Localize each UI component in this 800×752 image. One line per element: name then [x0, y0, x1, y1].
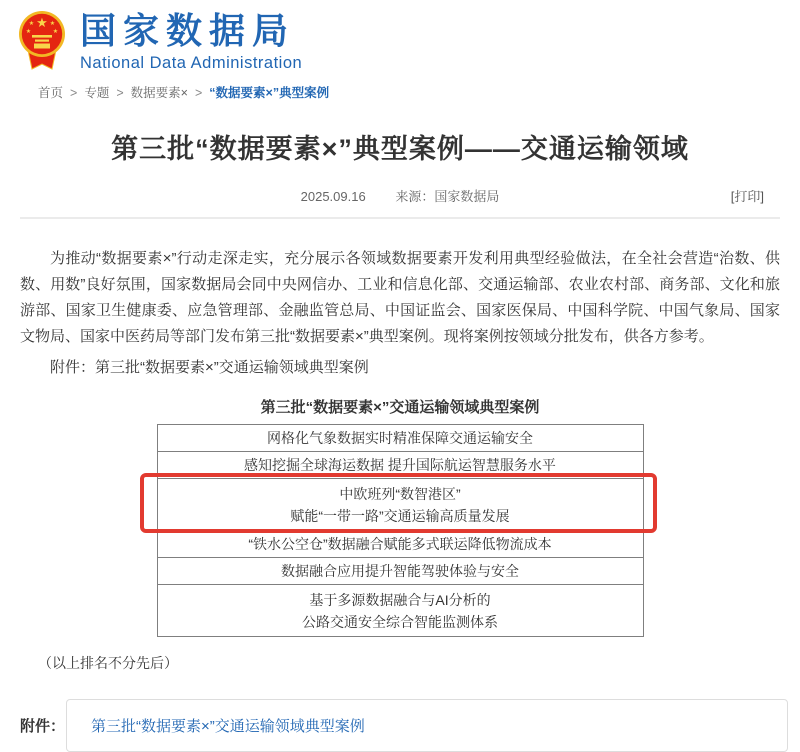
case-table-row: [157, 452, 643, 479]
site-title: 国家数据局: [80, 10, 296, 51]
attachment-box: [66, 699, 788, 752]
case-title-line: 中欧班列“数智港区”: [339, 485, 461, 502]
case-title-line: “铁水公空仓”数据融合赋能多式联运降低物流成本: [248, 536, 552, 552]
source-label: 来源：国家数据局: [395, 189, 500, 204]
page-title: 第三批“数据要素×”典型案例——交通运输领域: [111, 134, 689, 164]
svg-text:★: ★: [28, 21, 35, 27]
brand-block: [80, 8, 302, 73]
case-table-wrap: [157, 424, 644, 637]
case-title-line: 网格化气象数据实时精准保障交通运输安全: [267, 430, 533, 446]
breadcrumb-link[interactable]: 专题: [84, 86, 110, 100]
article-meta: [0, 186, 800, 204]
case-title-line: 数据融合应用提升智能驾驶体验与安全: [281, 563, 519, 579]
print-button[interactable]: [打印]: [730, 189, 764, 204]
svg-text:★: ★: [36, 15, 48, 30]
breadcrumb-separator: >: [116, 86, 124, 100]
svg-text:★: ★: [49, 21, 56, 27]
case-table-row: [157, 479, 643, 531]
case-table-cell: [157, 479, 643, 531]
article-paragraph: 为推动“数据要素×”行动走深走实，充分展示各领域数据要素开发利用典型经验做法，在全社会营造“治数、供数、用数”良好氛围，国家数据局会同中央网信办、工业和信息化部、交通运输部、农业农村部、商务部、文化和旅游部、国家卫生健康委、应急管理部、金融监管总局、中国证监会、国家医保局、中国科学院、中国气象局、国家文物局、国家中医药局等部门发布第三批“数据要素×”典型案例。现将案例按领域分批发布，供各方参考。: [20, 250, 780, 345]
national-emblem-logo: [18, 8, 66, 72]
svg-text:★: ★: [25, 29, 32, 35]
attachment-section: [20, 699, 788, 752]
inline-attachment-line: 附件：第三批“数据要素×”交通运输领域典型案例: [50, 359, 369, 376]
case-title-line: 公路交通安全综合智能监测体系: [302, 613, 498, 630]
case-table: [157, 424, 644, 637]
case-title-line: 基于多源数据融合与AI分析的: [309, 591, 491, 608]
site-header: [0, 0, 800, 73]
case-table-row: [157, 585, 643, 637]
breadcrumb-current: “数据要素×”典型案例: [209, 86, 330, 100]
breadcrumb: [38, 83, 800, 101]
breadcrumb-separator: >: [194, 86, 203, 100]
case-table-cell: [157, 531, 643, 558]
case-table-body: [157, 425, 643, 637]
rank-note: （以上排名不分先后）: [38, 655, 178, 671]
attachment-link[interactable]: 第三批“数据要素×”交通运输领域典型案例: [91, 718, 365, 735]
case-table-cell: [157, 425, 643, 452]
breadcrumb-separator: >: [70, 86, 78, 100]
case-table-row: [157, 425, 643, 452]
header-divider: [20, 217, 780, 219]
case-title-line: 感知挖掘全球海运数据 提升国际航运智慧服务水平: [244, 457, 556, 473]
case-table-cell: [157, 558, 643, 585]
site-subtitle: National Data Administration: [80, 54, 303, 72]
case-table-row: [157, 531, 643, 558]
case-table-title: 第三批“数据要素×”交通运输领域典型案例: [260, 399, 540, 416]
case-table-cell: [157, 585, 643, 637]
attachment-label: 附件：: [20, 718, 66, 735]
publish-date: 2025.09.16: [300, 189, 366, 204]
case-table-row: [157, 558, 643, 585]
article-body: [0, 246, 800, 673]
svg-text:★: ★: [52, 29, 59, 35]
breadcrumb-link[interactable]: 数据要素×: [130, 86, 188, 100]
case-title-line: 赋能“一带一路”交通运输高质量发展: [290, 507, 510, 524]
case-table-cell: [157, 452, 643, 479]
breadcrumb-link[interactable]: 首页: [38, 86, 64, 100]
